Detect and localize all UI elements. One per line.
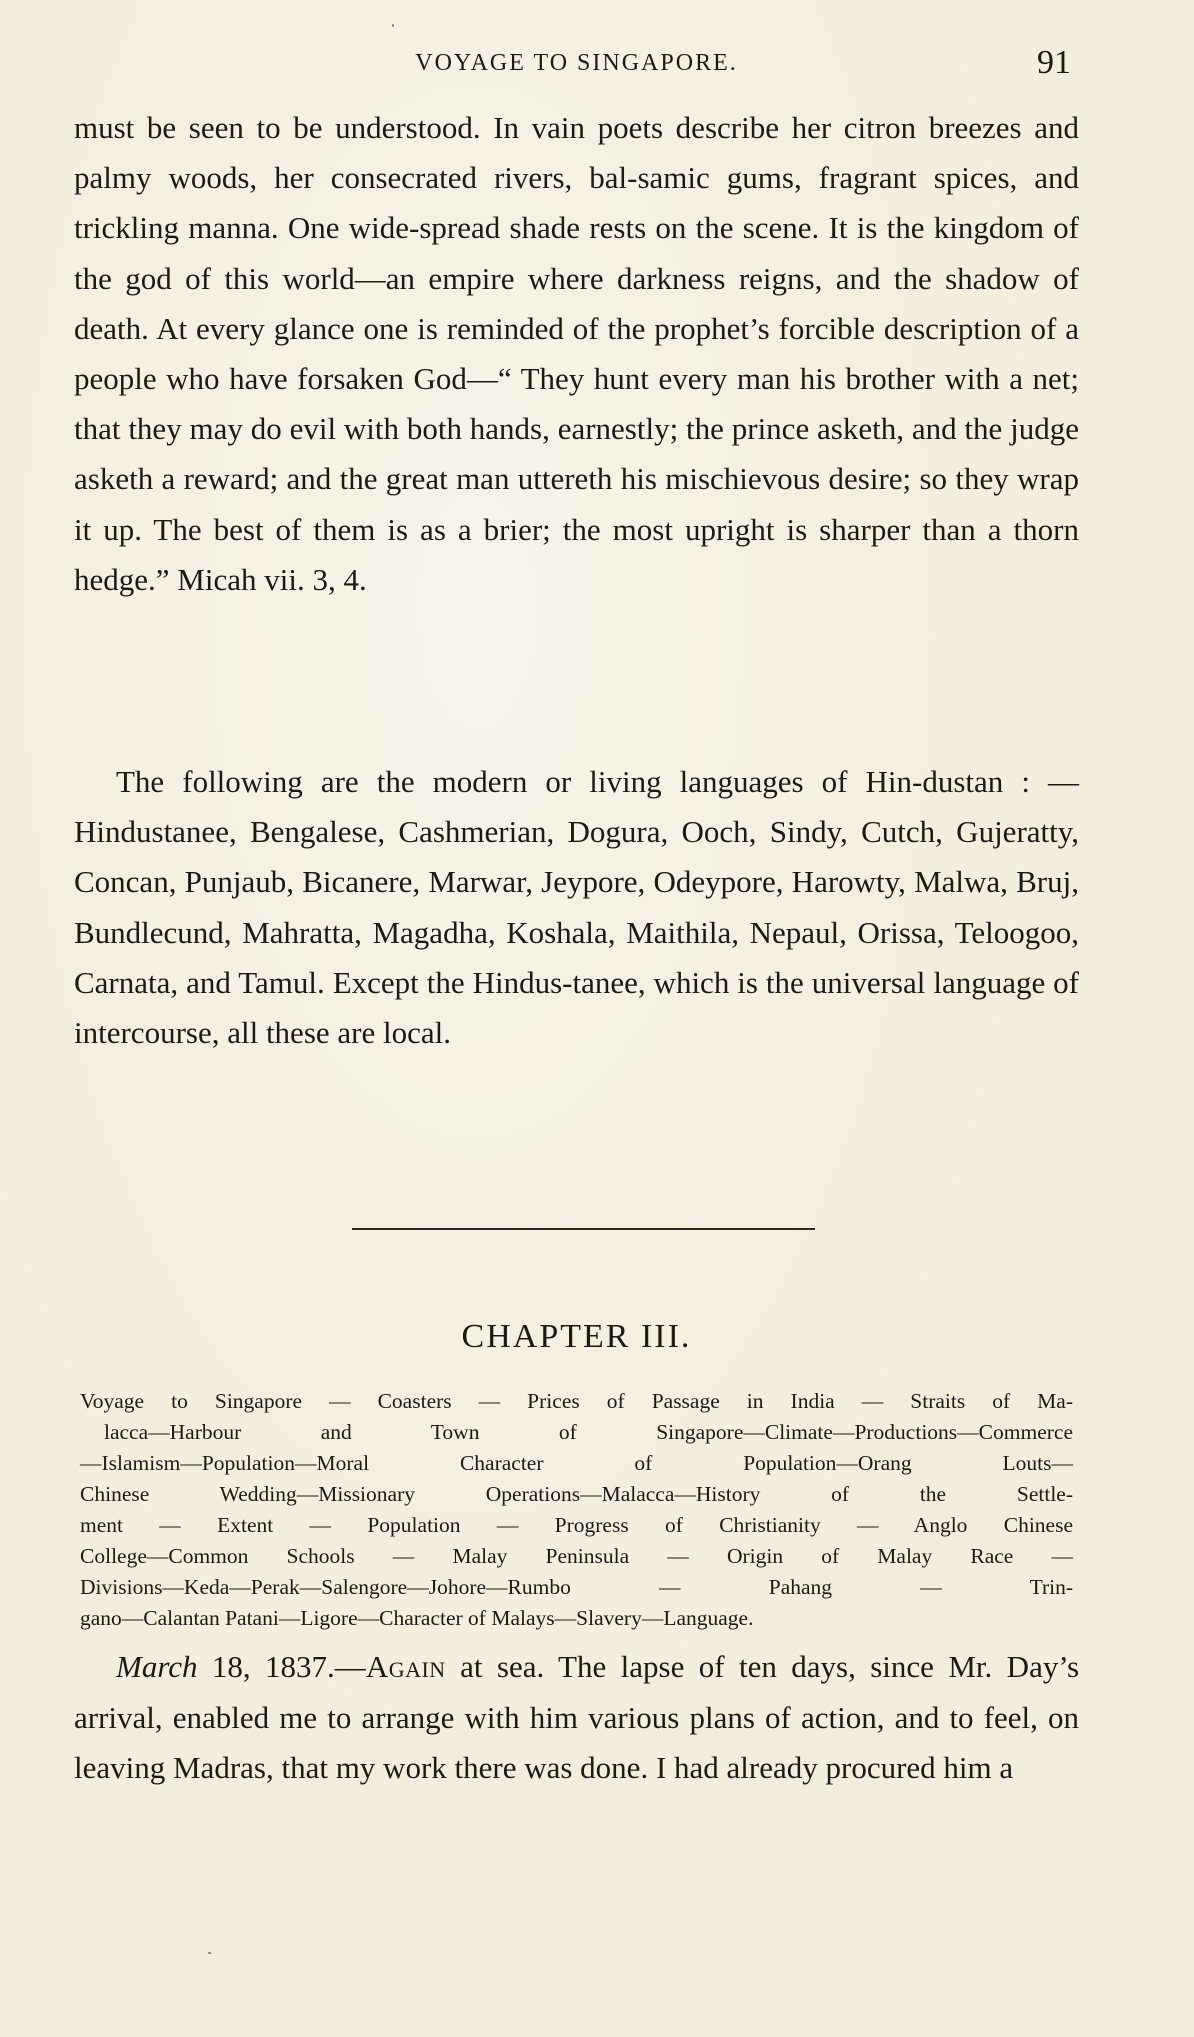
chapter-title: CHAPTER III. (461, 1318, 692, 1355)
paragraph-1: must be seen to be understood. In vain poets describe her citron breezes and palmy woods, her consecrated rivers, bal-samic gums, fragrant spices, and trickling manna. One wide-spread shade rests on the scene. It is the kingdom of the god of this world—an empire where darkness reigns, and the shadow of death. At every glance one is reminded of the prophet’s forcible description of a people who have forsaken God—“ They hunt every man his brother with a net; that they may do evil with both hands, earnestly; the prince asketh, and the judge asketh a reward; and the great man uttereth his mischievous desire; so they wrap it up. The best of them is as a brier; the most upright is sharper than a thorn hedge.” Micah vii. 3, 4. (74, 110, 1079, 597)
synopsis-line: Chinese Wedding—Missionary Operations—Malacca—History of the Settle- (80, 1482, 1073, 1506)
synopsis-line: Voyage to Singapore — Coasters — Prices of Passage in India — Straits of Ma- (80, 1389, 1073, 1413)
synopsis-line: lacca—Harbour and Town of Singapore—Climate—Productions—Commerce (104, 1420, 1073, 1444)
page-number: 91 (1037, 44, 1071, 81)
synopsis-line: ment — Extent — Population — Progress of Christianity — Anglo Chinese (80, 1513, 1073, 1537)
synopsis-line: College—Common Schools — Malay Peninsula — Origin of Malay Race — (80, 1544, 1073, 1568)
synopsis-line: Divisions—Keda—Perak—Salengore—Johore—Rumbo — Pahang — Trin- (80, 1575, 1073, 1599)
paper-speck (208, 1952, 211, 1954)
entry-date-month: March (116, 1649, 198, 1684)
paragraph-2: The following are the modern or living languages of Hin-dustan : — Hindustanee, Bengalese, Cashmerian, Dogura, Ooch, Sindy, Cutch, Gujeratty, Concan, Punjaub, Bicanere, Marwar, Jeypore, Odeypore, Harowty, Malwa, Bruj, Bundlecund, Mahratta, Magadha, Koshala, Maithila, Nepaul, Orissa, Teloogoo, Carnata, and Tamul. Except the Hindus-tanee, which is the universal language of intercourse, all these are local. (74, 764, 1079, 1051)
section-divider (352, 1228, 815, 1230)
opening-text: at sea. The lapse of ten days, since Mr. Day’s arrival, enabled me to arrange with him various plans of action, and to feel, on leaving Madras, that my work there was done. I had already procured him a (74, 1649, 1080, 1785)
opening-word: Again (365, 1649, 446, 1684)
synopsis-line: —Islamism—Population—Moral Character of Population—Orang Louts— (80, 1451, 1073, 1475)
paper-speck (392, 24, 394, 27)
running-head (74, 44, 1079, 88)
entry-date-rest: 18, 1837.— (197, 1649, 366, 1684)
chapter-opening-paragraph (74, 1642, 1079, 1794)
running-title: VOYAGE TO SINGAPORE. (415, 50, 738, 76)
chapter-synopsis (80, 1386, 1073, 1634)
synopsis-line: gano—Calantan Patani—Ligore—Character of Malays—Slavery—Language. (80, 1606, 754, 1630)
